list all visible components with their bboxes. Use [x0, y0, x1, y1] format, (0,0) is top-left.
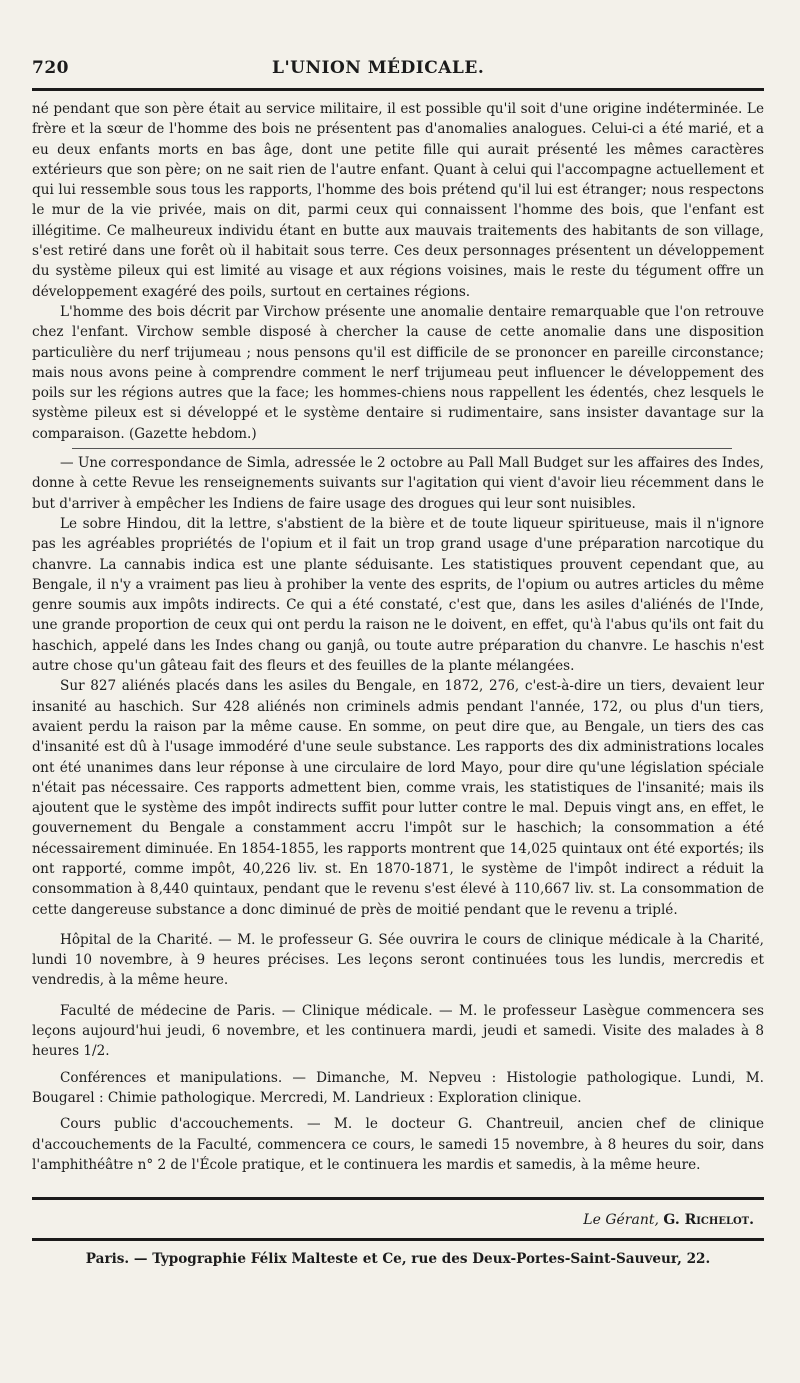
- gerant-signature: [32, 1212, 764, 1228]
- journal-title: L'UNION MÉDICALE.: [272, 58, 485, 78]
- paragraph: — Une correspondance de Simla, adressée le 2 octobre au Pall Mall Budget sur les affaires des Indes, donne à cette Revue les renseignements suivants sur l'agitation qui vient d'avoir lieu récemment dans le but d'arriver à empêcher les Indiens de faire usage des drogues qui leur sont nuisibles.: [32, 455, 764, 512]
- printer-imprint: Paris. — Typographie Félix Malteste et Ce, rue des Deux-Portes-Saint-Sauveur, 22.: [85, 1251, 711, 1268]
- page-number: 720: [32, 58, 69, 78]
- header-rule: [32, 88, 764, 91]
- paragraph: L'homme des bois décrit par Virchow présente une anomalie dentaire remarquable que l'on retrouve chez l'enfant. Virchow semble disposé à chercher la cause de cette anomalie dans une disposition particulière du nerf trijumeau ; nous pensons qu'il est difficile de se prononcer en pareille circonstance; mais nous avons peine à comprendre comment le nerf trijumeau peut influencer le développement des poils sur les régions autres que la face; les hommes-chiens nous rappellent les édentés, chez lesquels le système pileux est si développé et le système dentaire si rudimentaire, sans insister davantage sur la comparaison. (Gazette hebdom.): [32, 303, 764, 442]
- article-body: [32, 99, 764, 1175]
- gerant-label: Le Gérant,: [583, 1212, 659, 1229]
- gerant-name: G. Richelot.: [663, 1212, 754, 1229]
- notice-accouchements: Cours public d'accouchements. — M. le docteur G. Chantreuil, ancien chef de clinique d'accouchements de la Faculté, commencera ce cours, le samedi 15 novembre, à 8 heures du soir, dans l'amphithéâtre n° 2 de l'École pratique, et le continuera les mardis et samedis, à la même heure.: [32, 1116, 764, 1173]
- notice-charite: Hôpital de la Charité. — M. le professeur G. Sée ouvrira le cours de clinique médicale à la Charité, lundi 10 novembre, à 9 heures précises. Les leçons seront continuées tous les lundis, mercredis et vendredis, à la même heure.: [32, 931, 764, 989]
- notice-conferences: Conférences et manipulations. — Dimanche, M. Nepveu : Histologie pathologique. Lundi, M. Bougarel : Chimie pathologique. Mercredi, M. Landrieux : Exploration clinique.: [32, 1069, 764, 1106]
- page-header: [32, 58, 764, 78]
- paragraph: Le sobre Hindou, dit la lettre, s'abstient de la bière et de toute liqueur spiritueuse, mais il n'ignore pas les agréables propriétés de l'opium et il fait un trop grand usage d'une préparation narcotique du chanvre. La cannabis indica est une plante séduisante. Les statistiques prouvent cependant que, au Bengale, il n'y a vraiment pas lieu à prohiber la vente des esprits, de l'opium ou autres articles du même genre soumis aux impôts indirects. Ce qui a été constaté, c'est que, dans les asiles d'aliénés de l'Inde, une grande proportion de ceux qui ont perdu la raison ne le doivent, en effet, qu'à l'abus qu'ils ont fait du haschich, appelé dans les Indes chang ou ganjâ, ou toute autre préparation du chanvre. Le haschis n'est autre chose qu'un gâteau fait des fleurs et des feuilles de la plante mélangées.: [32, 515, 764, 675]
- footer-rule: [32, 1197, 764, 1200]
- paragraph: né pendant que son père était au service militaire, il est possible qu'il soit d'une origine indéterminée. Le frère et la sœur de l'homme des bois ne présentent pas d'anomalies analogues. Celui-ci a été marié, et a eu deux enfants morts en bas âge, dont une petite fille qui aurait présenté les mêmes caractères extérieurs que son père; on ne sait rien de l'autre enfant. Quant à celui qui l'accompagne actuellement et qui lui ressemble sous tous les rapports, l'homme des bois prétend qu'il lui est étranger; nous respectons le mur de la vie privée, mais on dit, parmi ceux qui connaissent l'homme des bois, que l'enfant est illégitime. Ce malheureux individu étant en butte aux mauvais traitements des habitants de son village, s'est retiré dans une forêt où il habitait sous terre. Ces deux personnages présentent un développement du système pileux qui est limité au visage et aux régions voisines, mais le reste du tégument offre un développement exagéré des poils, surtout en certaines régions.: [32, 101, 764, 300]
- imprint-rule: [32, 1238, 764, 1241]
- notice-faculte: Faculté de médecine de Paris. — Clinique médicale. — M. le professeur Lasègue commencera ses leçons aujourd'hui jeudi, 6 novembre, et les continuera mardi, jeudi et samedi. Visite des malades à 8 heures 1/2.: [32, 1002, 764, 1060]
- paragraph: Sur 827 aliénés placés dans les asiles du Bengale, en 1872, 276, c'est-à-dire un tiers, devaient leur insanité au haschich. Sur 428 aliénés non criminels admis pendant l'année, 172, ou plus d'un tiers, avaient perdu la raison par la même cause. En somme, on peut dire que, au Bengale, un tiers des cas d'insanité est dû à l'usage immodéré d'une seule substance. Les rapports des dix administrations locales ont été unanimes dans leur réponse à une circulaire de lord Mayo, pour dire qu'une législation spéciale n'était pas nécessaire. Ces rapports admettent bien, comme vrais, les statistiques de l'insanité; mais ils ajoutent que le système des impôt indirects suffit pour lutter contre le mal. Depuis vingt ans, en effet, le gouvernement du Bengale a constamment accru l'impôt sur le haschich; la consommation a été nécessairement diminuée. En 1854-1855, les rapports montrent que 14,025 quintaux ont été exportés; ils ont rapporté, comme impôt, 40,226 liv. st. En 1870-1871, le système de l'impôt indirect a réduit la consommation à 8,440 quintaux, pendant que le revenu s'est élevé à 110,667 liv. st. La consommation de cette dangereuse substance a donc diminué de près de moitié pendant que le revenu a triplé.: [32, 678, 764, 918]
- section-divider: [72, 448, 732, 449]
